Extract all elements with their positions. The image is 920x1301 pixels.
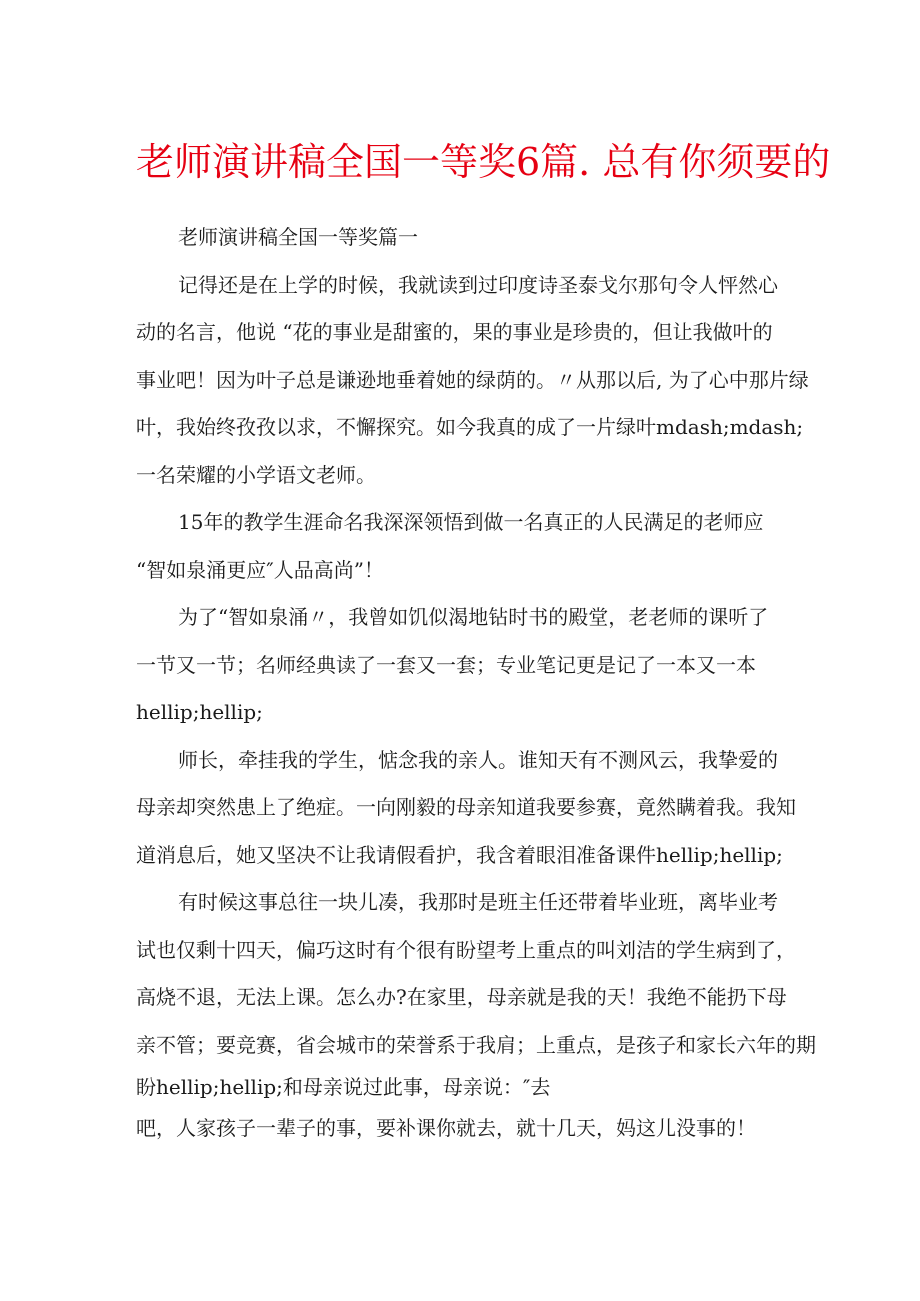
section-heading: 老师演讲稿全国一等奖篇一 [178,225,418,249]
paragraph-line: 亲不管；要竞赛，省会城市的荣誉系于我肩；上重点，是孩子和家长六年的期 [136,1032,816,1057]
document-body [136,214,816,1153]
paragraph-line: 记得还是在上学的时候，我就读到过印度诗圣泰戈尔那句令人怦然心 [178,272,778,297]
paragraph-line: 动的名言，他说 “花的事业是甜蜜的，果的事业是珍贵的，但让我做叶的 [136,320,773,344]
paragraph-line: 母亲却突然患上了绝症。一向刚毅的母亲知道我要参赛，竟然瞒着我。我知 [136,795,796,819]
paragraph-line: “智如泉涌更应″人品高尚”！ [136,557,384,582]
paragraph-line: 为了“智如泉涌〃，我曾如饥似渴地钻时书的殿堂，老老师的课听了 [178,605,769,629]
paragraph-line: 试也仅剩十四天，偏巧这时有个很有盼望考上重点的叫刘洁的学生病到了， [136,937,796,962]
paragraph-line: hellip;hellip; [136,700,263,724]
paragraph-line: 师长，牵挂我的学生，惦念我的亲人。谁知天有不测风云，我挚爱的 [178,747,778,772]
paragraph-line: 事业吧！因为叶子总是谦逊地垂着她的绿荫的。〃从那以后, 为了心中那片绿 [136,367,809,392]
paragraph-line: 道消息后，她又坚决不让我请假看护，我含着眼泪准备课件hellip;hellip; [136,842,783,867]
paragraph-line: 一节又一节；名师经典读了一套又一套；专业笔记更是记了一本又一本 [136,652,756,677]
paragraph-line: 盼hellip;hellip;和母亲说过此事，母亲说：″去 [136,1075,551,1099]
paragraph-line: 一名荣耀的小学语文老师。 [136,462,376,487]
paragraph-line: 高烧不退，无法上课。怎么办?在家里，母亲就是我的天！我绝不能扔下母 [136,985,787,1009]
paragraph-line: 吧，人家孩子一辈子的事，要补课你就去，就十几天，妈这儿没事的！ [136,1116,756,1140]
paragraph-line: 有时候这事总往一块儿凑，我那时是班主任还带着毕业班，离毕业考 [178,890,778,914]
document-title: 老师演讲稿全国一等奖6篇. 总有你须要的 [136,140,831,184]
paragraph-line: 叶，我始终孜孜以求，不懈探究。如今我真的成了一片绿叶mdash;mdash; [136,415,804,439]
paragraph-line: 15年的教学生涯命名我深深领悟到做一名真正的人民满足的老师应 [178,510,764,534]
